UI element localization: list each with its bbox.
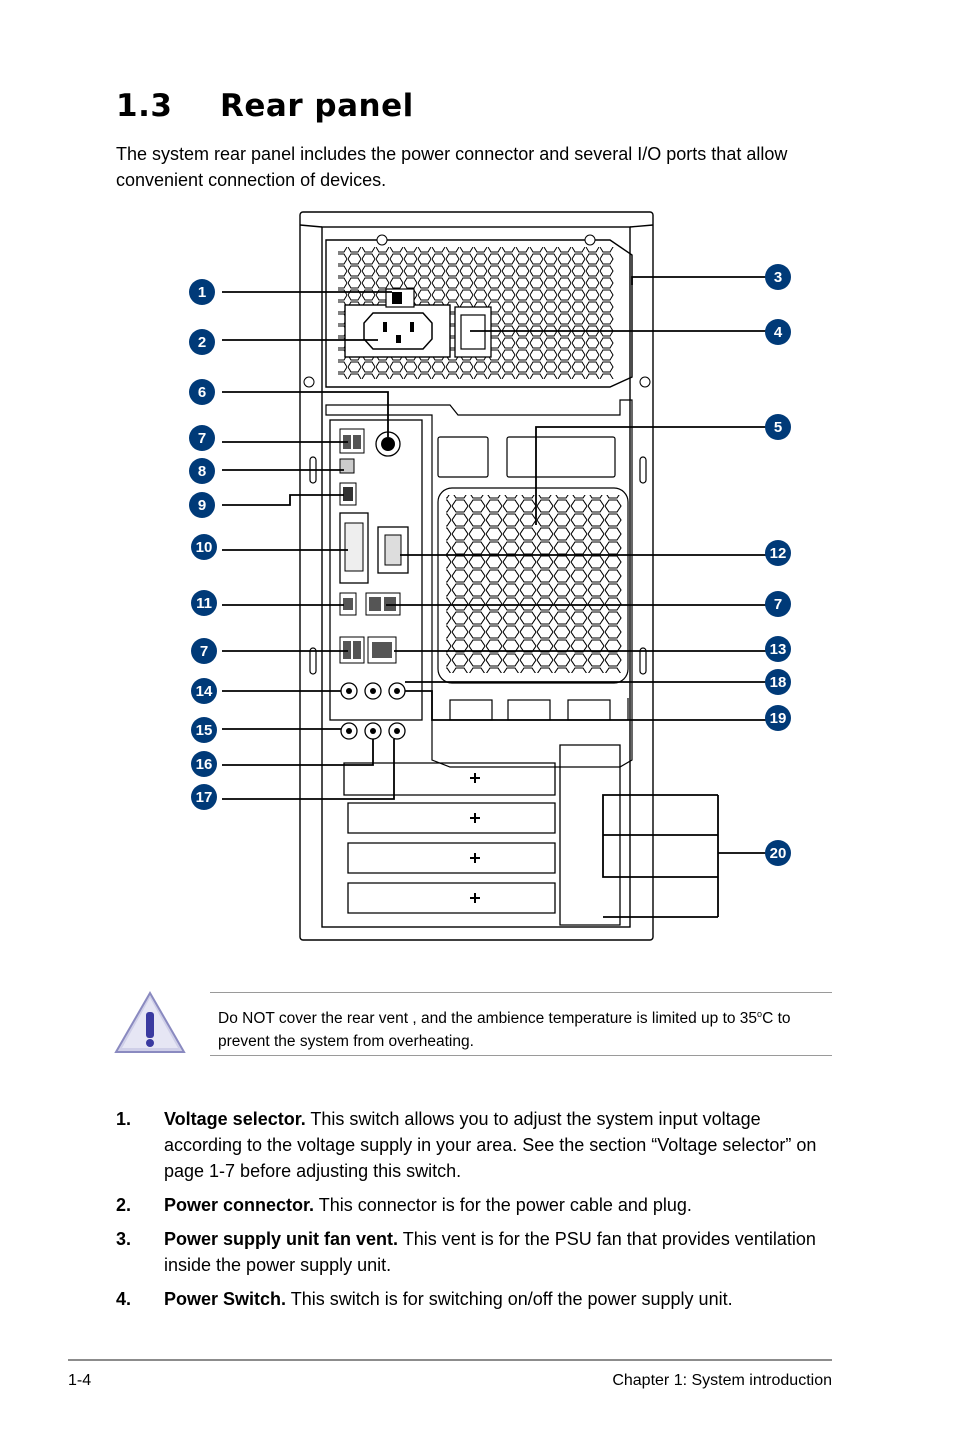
- component-list: [116, 1106, 836, 1320]
- callout-number: 8: [197, 463, 207, 480]
- callout-badge: [191, 784, 217, 810]
- callout-number: 7: [773, 596, 783, 613]
- callout-badge: [765, 540, 791, 566]
- callout-badge: [191, 638, 217, 664]
- section-title: Rear panel: [220, 88, 414, 124]
- caution-note: [112, 992, 832, 1056]
- page-number: 1-4: [68, 1372, 92, 1389]
- list-item: 3. Power supply unit fan vent. This vent is for the PSU fan that provides ventilation inside the power supply unit.: [116, 1229, 816, 1275]
- expansion-slots: [344, 745, 620, 925]
- callout-badge: [191, 717, 217, 743]
- callout-badge: [765, 840, 791, 866]
- callout-number: 11: [196, 595, 212, 612]
- footer-rule: [68, 1359, 832, 1361]
- callout-badge: [189, 379, 215, 405]
- list-item: 1. Voltage selector. This switch allows you to adjust the system input voltage according to the voltage supply in your area. See the section “Voltage selector” on page 1-7 before adjusting this switch.: [116, 1109, 817, 1181]
- callout-badge: [765, 319, 791, 345]
- callout-number: 3: [773, 269, 783, 286]
- callout-number: 9: [197, 497, 207, 514]
- callout-number: 17: [195, 789, 213, 806]
- warning-triangle-icon: [112, 990, 188, 1058]
- callout-number: 1: [197, 284, 207, 301]
- callout-badge: [189, 425, 215, 451]
- callout-badge: [189, 279, 215, 305]
- power-connector-icon: [364, 313, 432, 349]
- callout-number: 5: [773, 419, 783, 436]
- callout-badge: [765, 636, 791, 662]
- callout-number: 4: [773, 324, 783, 341]
- chapter-title: Chapter 1: System introduction: [612, 1372, 832, 1389]
- callout-number: 19: [769, 710, 787, 727]
- callout-number: 10: [195, 539, 213, 556]
- callout-number: 7: [197, 430, 207, 447]
- section-heading: [116, 88, 414, 124]
- intro-paragraph: The system rear panel includes the power connector and several I/O ports that allow convenient connection of devices.: [116, 144, 788, 190]
- callout-badge: [191, 590, 217, 616]
- callout-number: 14: [195, 683, 213, 700]
- caution-text: Do NOT cover the rear vent , and the ambience temperature is limited up to 35$^o$C to prevent the system from overheating.: [218, 1009, 791, 1051]
- rear-panel-diagram: [180, 205, 820, 945]
- callout-badge: [765, 414, 791, 440]
- callout-number: 12: [769, 545, 787, 562]
- callout-number: 15: [195, 722, 213, 739]
- power-supply-unit: [304, 235, 650, 387]
- section-number: 1.3: [116, 88, 173, 124]
- callout-number: 7: [199, 643, 209, 660]
- list-item: 2. Power connector. This connector is for the power cable and plug.: [116, 1195, 692, 1215]
- callout-number: 20: [769, 845, 787, 862]
- callout-badge: [765, 705, 791, 731]
- caution-bottom-rule: [210, 1055, 832, 1056]
- callout-number: 18: [769, 674, 787, 691]
- callout-number: 13: [769, 641, 787, 658]
- callout-badge: [189, 492, 215, 518]
- callout-number: 16: [195, 756, 213, 773]
- callout-badge: [191, 751, 217, 777]
- callout-number: 2: [197, 334, 207, 351]
- callout-badge: [765, 669, 791, 695]
- callout-badge: [765, 264, 791, 290]
- callout-number: 6: [197, 384, 207, 401]
- caution-top-rule: [210, 992, 832, 993]
- callout-badge: [189, 458, 215, 484]
- callout-badge: [765, 591, 791, 617]
- list-item: 4. Power Switch. This switch is for switching on/off the power supply unit.: [116, 1289, 733, 1309]
- callout-badge: [191, 534, 217, 560]
- callout-badge: [189, 329, 215, 355]
- callout-badge: [191, 678, 217, 704]
